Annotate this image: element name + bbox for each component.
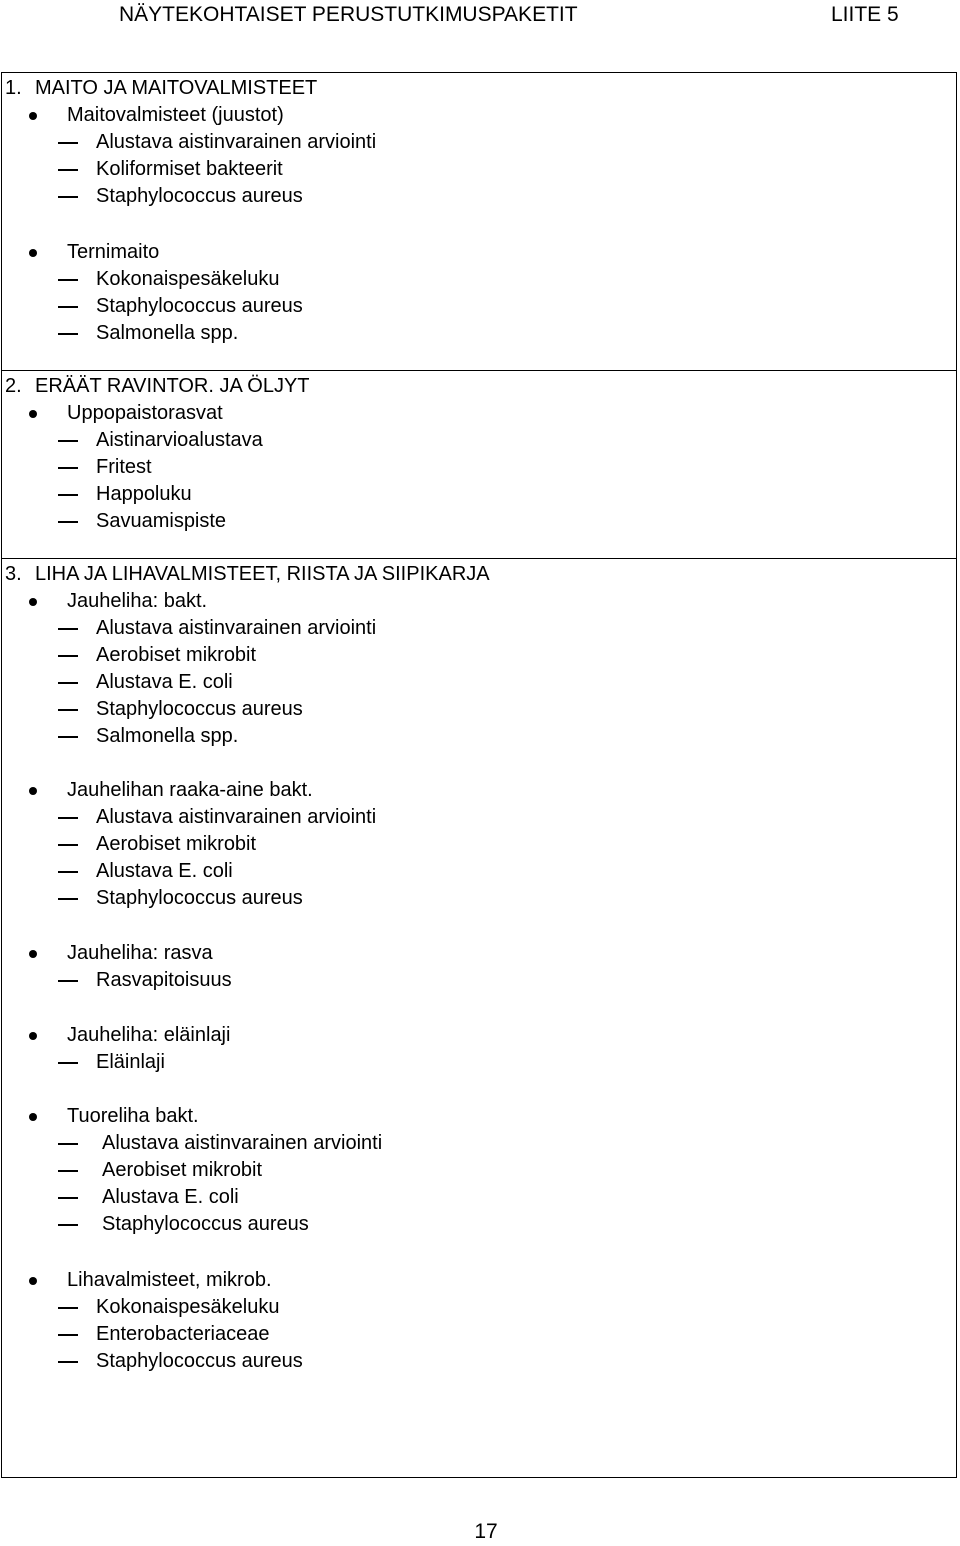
bullet-icon — [29, 950, 37, 958]
section-title: 2. ERÄÄT RAVINTOR. JA ÖLJYT — [5, 375, 310, 397]
bullet-icon — [29, 112, 37, 120]
dash-icon — [58, 1334, 78, 1336]
dash-icon — [58, 736, 78, 738]
dash-icon — [58, 655, 78, 657]
dash-icon — [58, 306, 78, 308]
bullet-icon — [29, 787, 37, 795]
dash-icon — [58, 1361, 78, 1363]
dash-icon — [58, 898, 78, 900]
appendix-label: LIITE 5 — [831, 3, 899, 26]
dash-icon — [58, 142, 78, 144]
dash-icon — [58, 440, 78, 442]
bullet-icon — [29, 1277, 37, 1285]
bullet-icon — [29, 410, 37, 418]
section-oljyt: 2. ERÄÄT RAVINTOR. JA ÖLJYT Uppopaistorasvat Aistinarvioalustava Fritest Happoluku Savuamispiste — [2, 371, 956, 559]
dash-icon — [58, 1143, 78, 1145]
dash-icon — [58, 1224, 78, 1226]
page-number: 17 — [474, 1520, 498, 1543]
dash-icon — [58, 521, 78, 523]
bullet-icon — [29, 598, 37, 606]
dash-icon — [58, 844, 78, 846]
dash-icon — [58, 980, 78, 982]
bullet-icon — [29, 249, 37, 257]
dash-icon — [58, 1062, 78, 1064]
document-title: NÄYTEKOHTAISET PERUSTUTKIMUSPAKETIT — [119, 3, 578, 26]
package-table — [1, 72, 957, 1478]
dash-icon — [58, 169, 78, 171]
bullet-icon — [29, 1113, 37, 1121]
dash-icon — [58, 709, 78, 711]
dash-icon — [58, 871, 78, 873]
dash-icon — [58, 494, 78, 496]
dash-icon — [58, 1307, 78, 1309]
bullet-icon — [29, 1032, 37, 1040]
dash-icon — [58, 1170, 78, 1172]
dash-icon — [58, 279, 78, 281]
dash-icon — [58, 333, 78, 335]
dash-icon — [58, 196, 78, 198]
section-maito: 1. MAITO JA MAITOVALMISTEET Maitovalmisteet (juustot) Alustava aistinvarainen arviointi Koliformiset bakteerit Staphylococcus aureus Ternimaito Kokonaispesäkeluku Staphylococcus aureus Salmonella spp. — [2, 73, 956, 371]
dash-icon — [58, 1197, 78, 1199]
dash-icon — [58, 682, 78, 684]
page-header — [0, 0, 960, 34]
section-title: 1. MAITO JA MAITOVALMISTEET — [5, 77, 318, 99]
section-title: 3. LIHA JA LIHAVALMISTEET, RIISTA JA SIIPIKARJA — [5, 563, 490, 585]
dash-icon — [58, 817, 78, 819]
dash-icon — [58, 628, 78, 630]
section-liha: 3. LIHA JA LIHAVALMISTEET, RIISTA JA SIIPIKARJA Jauheliha: bakt. Alustava aistinvarainen arviointi Aerobiset mikrobit Alustava E. coli Staphylococcus aureus Salmonella spp. Jauhelihan raaka-aine bakt. Alustava aistinvarainen arviointi Aerobiset mikrobit Alustava E. coli Staphylococcus aureus Jauheliha: rasva Rasvapitoisuus Jauheliha: eläinlaji Eläinlaji Tuoreliha bakt. Alustava aistinvarainen arviointi Aerobiset mikrobit Alustava E. coli Staphylococcus aureus Lihavalmisteet, mikrob. Kokonaispesäkeluku Enterobacteriaceae Staphylococcus aureus — [5, 563, 490, 1372]
dash-icon — [58, 467, 78, 469]
